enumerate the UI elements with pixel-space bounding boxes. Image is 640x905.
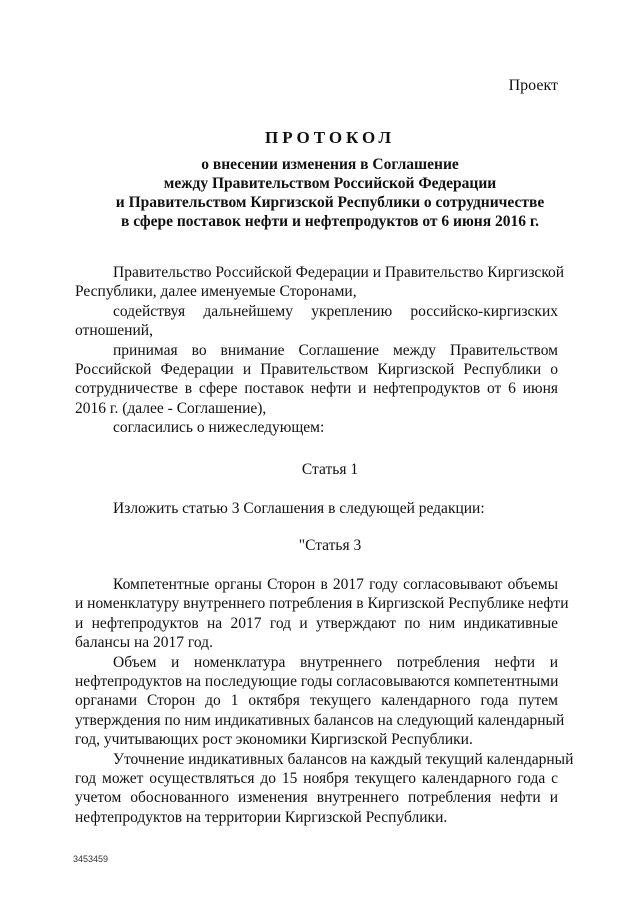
text-line: Российской Федерации и Правительством Киргизской Республики о [75,360,558,378]
document-title: ПРОТОКОЛ [264,128,395,147]
draft-label: Проект [508,77,558,94]
text-line: год может осуществляться до 15 ноября текущего календарного года с [75,769,558,787]
text-line: 2016 г. (далее - Соглашение), [75,399,267,417]
text-line: утверждения по ним индикативных балансов на следующий календарный [75,711,565,729]
subtitle-line: между Правительством Российской Федерации [163,175,497,192]
subtitle-line: в сфере поставок нефти и нефтепродуктов от 6 июня 2016 г. [120,213,540,230]
text-line: балансы на 2017 год. [75,634,213,652]
article-3-heading: "Статья 3 [298,537,362,554]
text-line: год, учитывающих рост экономики Киргизской Республики. [75,731,473,749]
text-line: нефтепродуктов на последующие годы согласовываются компетентными [75,672,559,690]
text-line: содействуя дальнейшему укреплению российско-киргизских [113,302,558,320]
text-line: сотрудничестве в сфере поставок нефти и нефтепродуктов от 6 июня [75,380,558,398]
document-subtitle [90,155,570,231]
text-line: Изложить статью 3 Соглашения в следующей редакции: [113,500,485,517]
text-line: принимая во внимание Соглашение между Правительством [113,341,558,359]
text-line: Уточнение индикативных балансов на каждый текущий календарный [113,750,574,768]
text-line: Республики, далее именуемые Сторонами, [75,283,357,301]
article-3-body [75,575,574,827]
subtitle-line: о внесении изменения в Соглашение [201,156,459,173]
text-line: органами Сторон до 1 октября текущего календарного года путем [75,692,558,710]
text-line: и нефтепродуктов на 2017 год и утверждают по ним индикативные [75,614,558,632]
text-line: нефтепродуктов на территории Киргизской Республики. [75,808,448,826]
preamble [75,263,565,438]
text-line: Компетентные органы Сторон в 2017 году согласовывают объемы [113,576,558,593]
text-line: и номенклатуру внутреннего потребления в Киргизской Республике нефти [75,595,569,613]
text-line: Объем и номенклатура внутреннего потребления нефти и [113,653,558,671]
text-line: Правительство Российской Федерации и Правительство Киргизской [113,264,565,281]
article-1-heading: Статья 1 [301,461,359,478]
text-line: согласились о нижеследующем: [113,419,325,437]
subtitle-line: и Правительством Киргизской Республики о сотрудничестве [115,194,545,211]
text-line: учетом обоснованного изменения внутреннего потребления нефти и [75,789,558,807]
article-1-text [75,499,558,518]
document-code: 3453459 [73,854,109,864]
text-line: отношений, [75,322,153,340]
